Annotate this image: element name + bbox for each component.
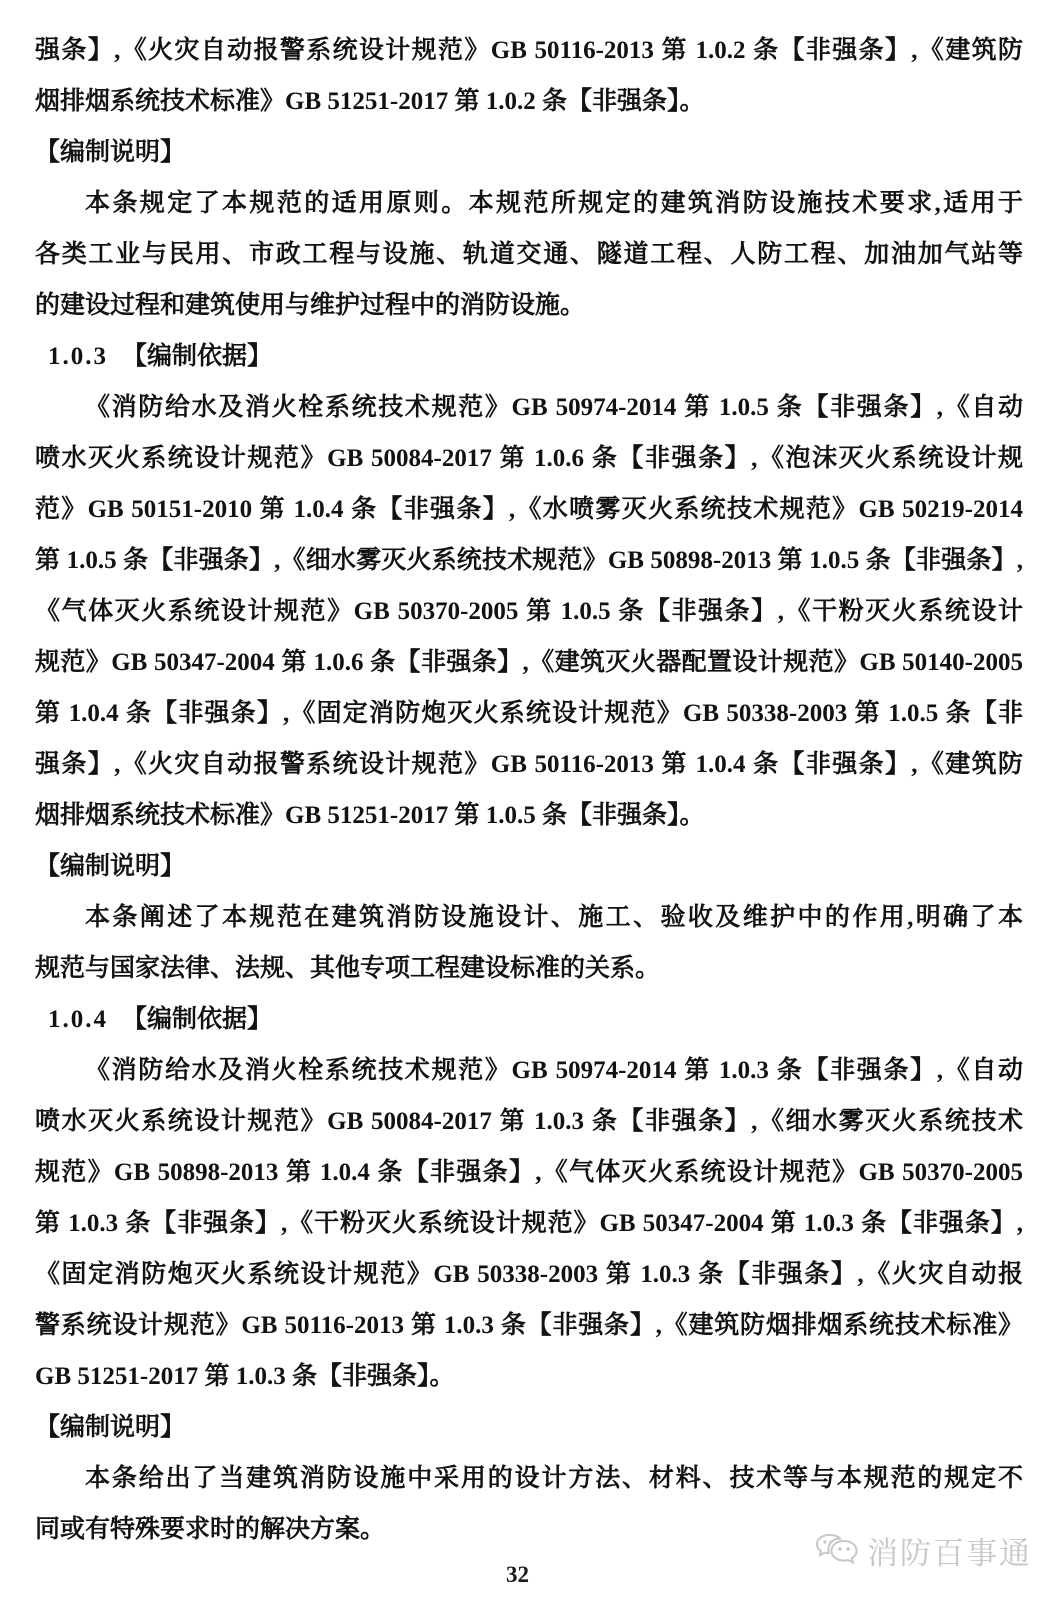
text-line: 范》GB 50151-2010 第 1.0.4 条【非强条】,《水喷雾灭火系统技术规范》GB 50219-2014 bbox=[35, 496, 1023, 523]
clause-number: 1.0.3 bbox=[48, 343, 108, 370]
text-line: 第 1.0.4 条【非强条】,《固定消防炮灭火系统设计规范》GB 50338-2003 第 1.0.5 条【非 bbox=[35, 700, 1023, 727]
text-line: 本条阐述了本规范在建筑消防设施设计、施工、验收及维护中的作用,明确了本 bbox=[85, 904, 1023, 931]
text-line: 同或有特殊要求时的解决方案。 bbox=[35, 1516, 386, 1543]
watermark-brand: 消防百事通 bbox=[867, 1536, 1032, 1571]
text-line: 《固定消防炮灭火系统设计规范》GB 50338-2003 第 1.0.3 条【非强条】,《火灾自动报 bbox=[35, 1261, 1023, 1288]
text-line: 烟排烟系统技术标准》GB 51251-2017 第 1.0.2 条【非强条】。 bbox=[35, 88, 705, 115]
text-line: 第 1.0.3 条【非强条】,《干粉灭火系统设计规范》GB 50347-2004 第 1.0.3 条【非强条】, bbox=[35, 1210, 1023, 1237]
clause-title: 【编制依据】 bbox=[122, 1006, 273, 1033]
text-line: 烟排烟系统技术标准》GB 51251-2017 第 1.0.5 条【非强条】。 bbox=[35, 802, 705, 829]
text-line: 本条规定了本规范的适用原则。本规范所规定的建筑消防设施技术要求,适用于 bbox=[85, 190, 1023, 217]
text-line: 规范》GB 50347-2004 第 1.0.6 条【非强条】,《建筑灭火器配置设计规范》GB 50140-2005 bbox=[35, 649, 1023, 676]
section-heading bbox=[35, 331, 1023, 382]
text-line: 第 1.0.5 条【非强条】,《细水雾灭火系统技术规范》GB 50898-2013 第 1.0.5 条【非强条】, bbox=[35, 547, 1023, 574]
section-label: 【编制说明】 bbox=[35, 853, 186, 880]
clause-number: 1.0.4 bbox=[48, 1006, 108, 1033]
section-heading bbox=[35, 994, 1023, 1045]
text-line: 《消防给水及消火栓系统技术规范》GB 50974-2014 第 1.0.5 条【非强条】,《自动 bbox=[85, 394, 1023, 421]
text-line: 《气体灭火系统设计规范》GB 50370-2005 第 1.0.5 条【非强条】,《干粉灭火系统设计 bbox=[35, 598, 1023, 625]
text-line: 警系统设计规范》GB 50116-2013 第 1.0.3 条【非强条】,《建筑防烟排烟系统技术标准》 bbox=[35, 1312, 1023, 1339]
text-line: 本条给出了当建筑消防设施中采用的设计方法、材料、技术等与本规范的规定不 bbox=[85, 1465, 1023, 1492]
text-line: 各类工业与民用、市政工程与设施、轨道交通、隧道工程、人防工程、加油加气站等 bbox=[35, 241, 1023, 268]
text-line: 规范》GB 50898-2013 第 1.0.4 条【非强条】,《气体灭火系统设计规范》GB 50370-2005 bbox=[35, 1159, 1023, 1186]
clause-title: 【编制依据】 bbox=[122, 343, 273, 370]
text-line: 喷水灭火系统设计规范》GB 50084-2017 第 1.0.3 条【非强条】,《细水雾灭火系统技术 bbox=[35, 1108, 1023, 1135]
section-label: 【编制说明】 bbox=[35, 139, 186, 166]
text-line: 规范与国家法律、法规、其他专项工程建设标准的关系。 bbox=[35, 955, 661, 982]
section-label: 【编制说明】 bbox=[35, 1414, 186, 1441]
text-line: 强条】,《火灾自动报警系统设计规范》GB 50116-2013 第 1.0.2 条【非强条】,《建筑防 bbox=[35, 37, 1023, 64]
text-line: 强条】,《火灾自动报警系统设计规范》GB 50116-2013 第 1.0.4 条【非强条】,《建筑防 bbox=[35, 751, 1023, 778]
page-number: 32 bbox=[506, 1562, 529, 1587]
text-line: 喷水灭火系统设计规范》GB 50084-2017 第 1.0.6 条【非强条】,《泡沫灭火系统设计规 bbox=[35, 445, 1023, 472]
text-line: 《消防给水及消火栓系统技术规范》GB 50974-2014 第 1.0.3 条【非强条】,《自动 bbox=[85, 1057, 1023, 1084]
text-line: 的建设过程和建筑使用与维护过程中的消防设施。 bbox=[35, 292, 586, 319]
document-body bbox=[35, 25, 1023, 1555]
text-line: GB 51251-2017 第 1.0.3 条【非强条】。 bbox=[35, 1363, 455, 1390]
